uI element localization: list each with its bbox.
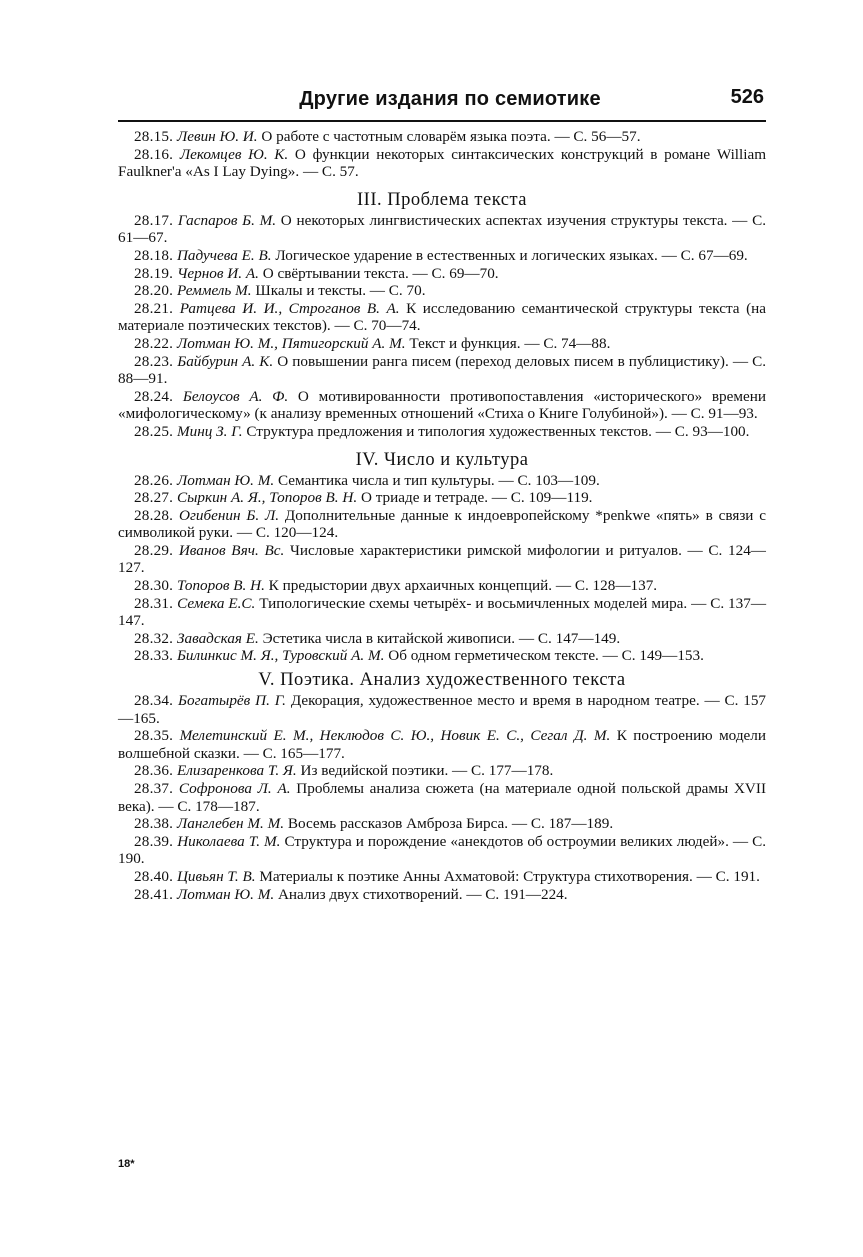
- bibliography-entry: [118, 128, 766, 146]
- entry-author: Иванов Вяч. Вс.: [178, 541, 285, 559]
- entry-text: Эстетика числа в китайской живописи. — С. 147—149.: [258, 629, 621, 647]
- bibliography-entry: [118, 780, 766, 815]
- bibliography-entry: [118, 282, 766, 300]
- bibliography-entry: [118, 868, 766, 886]
- entry-text: К построению модели волшебной сказки. — С. 165—177.: [118, 727, 767, 762]
- entry-number: 28.39.: [134, 832, 174, 850]
- entry-author: Левин Ю. И.: [176, 128, 258, 145]
- entry-number: 28.24.: [134, 387, 174, 405]
- entry-number: 28.20.: [134, 282, 174, 300]
- entry-author: Реммель М.: [176, 282, 252, 300]
- entry-number: 28.25.: [134, 422, 174, 440]
- entry-text: Типологические схемы четырёх- и восьмичленных моделей мира. — С. 137—147.: [118, 594, 767, 630]
- bibliography-entry: [118, 265, 766, 283]
- bibliography-entry: [118, 212, 766, 247]
- entry-author: Белоусов А. Ф.: [182, 387, 289, 405]
- entry-author: Ратцева И. И., Строганов В. А.: [179, 299, 400, 317]
- bibliography-entry: [118, 423, 766, 441]
- entry-author: Сыркин А. Я., Топоров В. Н.: [176, 489, 358, 507]
- entry-author: Огибенин Б. Л.: [179, 506, 280, 524]
- bibliography-entry: [118, 577, 766, 595]
- entry-number: 28.28.: [134, 506, 174, 524]
- page-number: 526: [730, 86, 764, 108]
- bibliography-entry: [118, 762, 766, 780]
- entry-number: 28.36.: [134, 762, 174, 780]
- entry-author: Лотман Ю. М., Пятигорский А. М.: [176, 334, 406, 352]
- entry-text: Проблемы анализа сюжета (на материале одной польской драмы XVII века). — С. 178—187.: [118, 780, 767, 815]
- running-head: [118, 84, 766, 122]
- bibliography-entry: [118, 595, 766, 630]
- entry-text: О работе с частотным словарём языка поэта. — С. 56—57.: [257, 128, 641, 145]
- section-heading: V. Поэтика. Анализ художественного текста: [258, 670, 626, 691]
- bibliography-entry: [118, 146, 766, 181]
- bibliography-entry: [118, 815, 766, 833]
- entry-text: О повышении ранга писем (переход деловых писем в публицистику). — С. 88—91.: [118, 352, 766, 388]
- section-heading: IV. Число и культура: [355, 449, 529, 470]
- bibliography-entry: [118, 489, 766, 507]
- entry-number: 28.37.: [134, 780, 174, 797]
- entry-number: 28.33.: [134, 647, 174, 665]
- bibliography-entry: [118, 692, 766, 727]
- entry-text: К исследованию семантической структуры текста (на материале поэтических текстов). — С. 70—74.: [118, 299, 766, 335]
- entry-number: 28.34.: [134, 692, 174, 710]
- section-heading: III. Проблема текста: [357, 189, 527, 210]
- bibliography-entry: [118, 542, 766, 577]
- entry-text: Логическое ударение в естественных и логических языках. — С. 67—69.: [271, 246, 748, 264]
- entry-author: Чернов И. А.: [176, 264, 259, 282]
- bibliography-entry: [118, 833, 766, 868]
- entry-text: Структура предложения и типология художественных текстов. — С. 93—100.: [242, 422, 750, 440]
- bibliography-entry: [118, 472, 766, 490]
- entry-number: 28.17.: [134, 211, 174, 229]
- entry-author: Байбурин А. К.: [177, 352, 274, 370]
- bibliography-entry: [118, 300, 766, 335]
- bibliography-entry: [118, 388, 766, 423]
- entry-text: Из ведийской поэтики. — С. 177—178.: [296, 762, 554, 780]
- entry-text: Анализ двух стихотворений. — С. 191—224.: [274, 885, 568, 903]
- entry-author: Лекомцев Ю. К.: [179, 145, 289, 163]
- entry-author: Лотман Ю. М.: [176, 471, 275, 489]
- entry-text: Шкалы и тексты. — С. 70.: [251, 282, 426, 300]
- entry-author: Ланглебен М. М.: [176, 815, 285, 833]
- entry-number: 28.31.: [134, 594, 174, 612]
- entry-author: Падучева Е. В.: [176, 246, 272, 264]
- entry-author: Богатырёв П. Г.: [178, 692, 286, 710]
- entry-author: Софронова Л. А.: [178, 780, 291, 797]
- entry-author: Топоров В. Н.: [176, 577, 265, 595]
- bibliography-entry: [118, 886, 766, 904]
- entry-text: О мотивированности противопоставления «исторического» времени «мифологическому» (к анализу временных отношений «Стиха о Книге Голубиной»). — С. 91—93.: [118, 387, 766, 423]
- entry-number: 28.18.: [134, 246, 174, 264]
- entry-text: Структура и порождение «анекдотов об остроумии великих людей». — С. 190.: [118, 832, 767, 868]
- entry-number: 28.41.: [134, 885, 174, 903]
- entry-author: Мелетинский Е. М., Неклюдов С. Ю., Новик Е. С., Сегал Д. М.: [179, 727, 611, 745]
- entry-number: 28.21.: [134, 299, 174, 317]
- entry-number: 28.26.: [134, 471, 174, 489]
- entry-author: Цивьян Т. В.: [176, 867, 256, 885]
- bibliography-entry: [118, 630, 766, 648]
- entry-number: 28.22.: [134, 334, 174, 352]
- bibliography-body: [118, 122, 766, 903]
- entry-author: Николаева Т. М.: [177, 832, 281, 850]
- entry-author: Гаспаров Б. М.: [177, 211, 277, 229]
- entry-author: Семека Е.С.: [177, 594, 256, 612]
- bibliography-entry: [118, 727, 766, 762]
- entry-number: 28.23.: [134, 352, 174, 370]
- entry-author: Минц З. Г.: [176, 422, 243, 440]
- bibliography-entry: [118, 353, 766, 388]
- entry-number: 28.29.: [134, 541, 174, 559]
- entry-author: Лотман Ю. М.: [176, 885, 275, 903]
- entry-text: Восемь рассказов Амброза Бирса. — С. 187—189.: [284, 815, 614, 833]
- entry-number: 28.32.: [134, 629, 174, 647]
- entry-text: Декорация, художественное место и время в народном театре. — С. 157—165.: [118, 692, 766, 727]
- bibliography-entry: [118, 247, 766, 265]
- entry-number: 28.16.: [134, 145, 174, 163]
- entry-number: 28.27.: [134, 489, 174, 507]
- entry-text: Семантика числа и тип культуры. — С. 103—109.: [274, 471, 600, 489]
- bibliography-entry: [118, 647, 766, 665]
- entry-number: 28.38.: [134, 815, 174, 833]
- entry-number: 28.30.: [134, 577, 174, 595]
- entry-text: О триаде и тетраде. — С. 109—119.: [357, 489, 593, 507]
- entry-text: Текст и функция. — С. 74—88.: [405, 334, 611, 352]
- bibliography-entry: [118, 507, 766, 542]
- entry-text: Об одном герметическом тексте. — С. 149—153.: [384, 647, 704, 665]
- entry-text: О функции некоторых синтаксических конструкций в романе William Faulkner'a «As I Lay Dying». — С. 57.: [118, 145, 767, 181]
- entry-text: Числовые характеристики римской мифологии и ритуалов. — С. 124—127.: [118, 541, 766, 577]
- printer-signature: 18*: [118, 1158, 135, 1170]
- entry-number: 28.35.: [134, 727, 174, 745]
- entry-author: Елизаренкова Т. Я.: [176, 762, 297, 780]
- bibliography-entry: [118, 335, 766, 353]
- entry-number: 28.19.: [134, 264, 174, 282]
- entry-text: О некоторых лингвистических аспектах изучения структуры текста. — С. 61—67.: [118, 211, 767, 247]
- entry-number: 28.40.: [134, 867, 174, 885]
- entry-author: Билинкис М. Я., Туровский А. М.: [176, 647, 385, 665]
- entry-text: О свёртывании текста. — С. 69—70.: [258, 264, 499, 282]
- entry-number: 28.15.: [134, 128, 174, 145]
- entry-author: Завадская Е.: [176, 629, 259, 647]
- entry-text: К предыстории двух архаичных концепций. — С. 128—137.: [264, 577, 658, 595]
- running-title: Другие издания по семиотике: [299, 88, 601, 110]
- entry-text: Дополнительные данные к индоевропейскому *penkwe «пять» в связи с символикой руки. — С. 120—124.: [118, 506, 767, 542]
- entry-text: Материалы к поэтике Анны Ахматовой: Структура стихотворения. — С. 191.: [255, 867, 760, 885]
- page: [118, 84, 766, 903]
